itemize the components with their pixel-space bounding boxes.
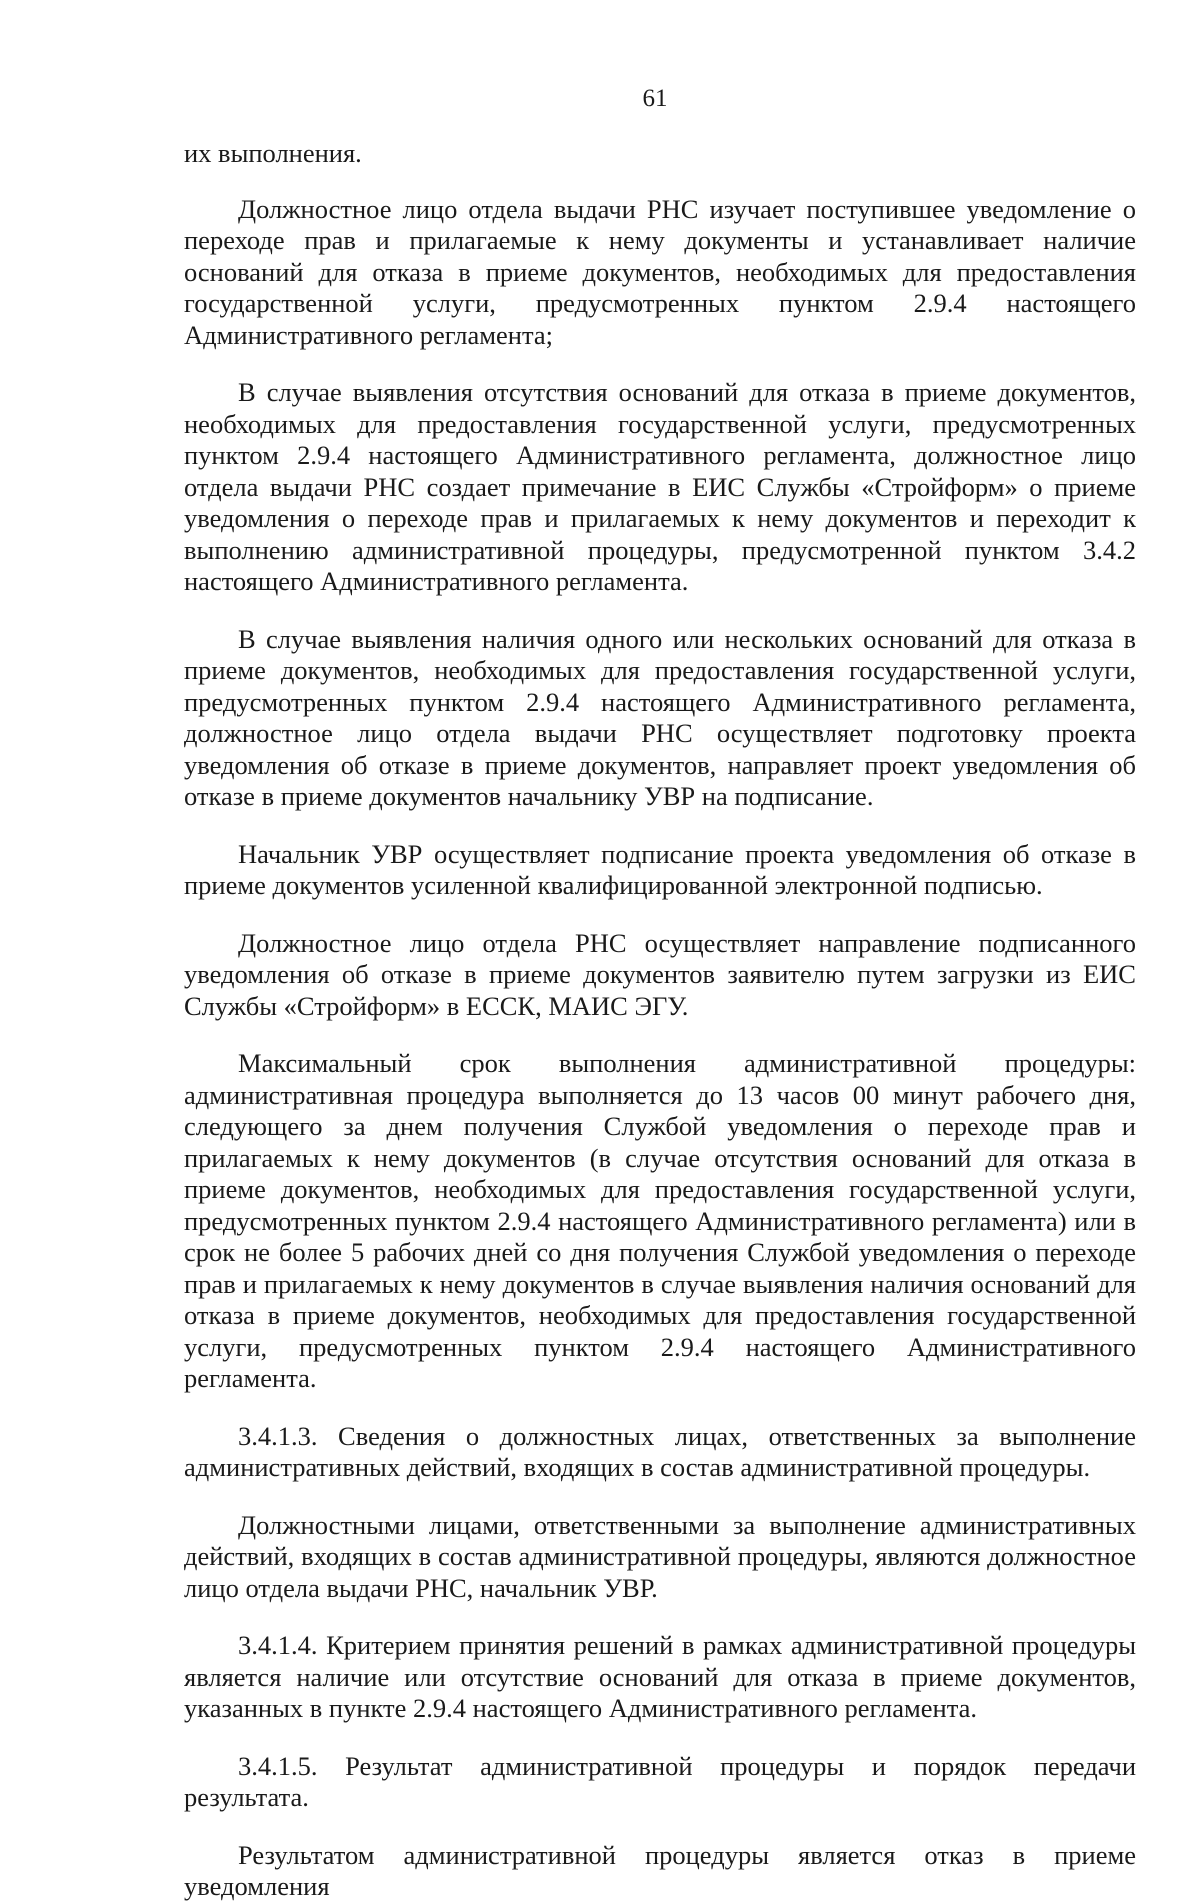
paragraph-result: Результатом административной процедуры является отказ в приеме уведомления	[184, 1839, 1136, 1901]
paragraph-continuation: их выполнения.	[184, 138, 362, 168]
paragraph-section-3-4-1-5: 3.4.1.5. Результат административной процедуры и порядок передачи результата.	[184, 1750, 1136, 1812]
paragraph-section-3-4-1-4: 3.4.1.4. Критерием принятия решений в рамках административной процедуры является наличие или отсутствие оснований для отказа в приеме документов, указанных в пункте 2.9.4 настоящего Административного регламента.	[184, 1630, 1136, 1723]
paragraph-responsible-officials: Должностными лицами, ответственными за выполнение административных действий, входящих в состав административной процедуры, являются должностное лицо отдела выдачи РНС, начальник УВР.	[184, 1509, 1136, 1603]
paragraph-review-notice: Должностное лицо отдела выдачи РНС изучает поступившее уведомление о переходе прав и прилагаемые к нему документы и устанавливает наличие оснований для отказа в приеме документов, необходимых для предоставления государственной услуги, предусмотренных пунктом 2.9.4 настоящего Административного регламента;	[184, 193, 1136, 350]
paragraph-max-term: Максимальный срок выполнения административной процедуры: административная процедура выполняется до 13 часов 00 минут рабочего дня, следующего за днем получения Службой уведомления о переходе прав и прилагаемых к нему документов (в случае отсутствия оснований для отказа в приеме документов, необходимых для предоставления государственной услуги, предусмотренных пунктом 2.9.4 настоящего Административного регламента) или в срок не более 5 рабочих дней со дня получения Службой уведомления о переходе прав и прилагаемых к нему документов в случае выявления наличия оснований для отказа в приеме документов, необходимых для предоставления государственной услуги, предусмотренных пунктом 2.9.4 настоящего Административного регламента.	[184, 1048, 1136, 1393]
document-body	[184, 138, 1136, 1903]
paragraph-grounds-found: В случае выявления наличия одного или нескольких оснований для отказа в приеме документов, необходимых для предоставления государственной услуги, предусмотренных пунктом 2.9.4 настоящего Административного регламента, должностное лицо отдела выдачи РНС осуществляет подготовку проекта уведомления об отказе в приеме документов, направляет проект уведомления об отказе в приеме документов начальнику УВР на подписание.	[184, 623, 1136, 811]
paragraph-sending: Должностное лицо отдела РНС осуществляет направление подписанного уведомления об отказе в приеме документов заявителю путем загрузки из ЕИС Службы «Стройформ» в ЕССК, МАИС ЭГУ.	[184, 927, 1136, 1021]
page-number: 61	[642, 85, 668, 112]
paragraph-section-3-4-1-3: 3.4.1.3. Сведения о должностных лицах, ответственных за выполнение административных действий, входящих в состав административной процедуры.	[184, 1420, 1136, 1482]
paragraph-signing: Начальник УВР осуществляет подписание проекта уведомления об отказе в приеме документов усиленной квалифицированной электронной подписью.	[184, 838, 1136, 900]
paragraph-no-grounds: В случае выявления отсутствия оснований для отказа в приеме документов, необходимых для предоставления государственной услуги, предусмотренных пунктом 2.9.4 настоящего Административного регламента, должностное лицо отдела выдачи РНС создает примечание в ЕИС Службы «Стройформ» о приеме уведомления о переходе прав и прилагаемых к нему документов и переходит к выполнению административной процедуры, предусмотренной пунктом 3.4.2 настоящего Административного регламента.	[184, 377, 1136, 596]
